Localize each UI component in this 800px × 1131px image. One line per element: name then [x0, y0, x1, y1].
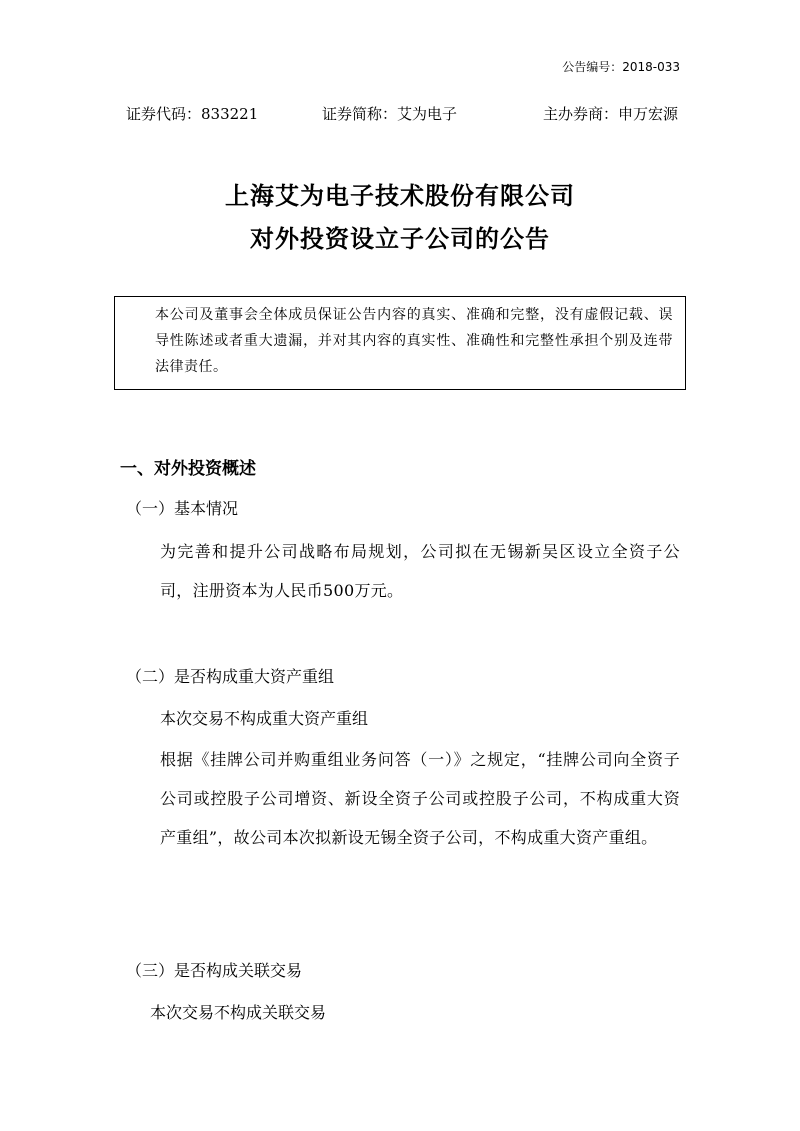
paragraph-not-related-transaction: 本次交易不构成关联交易	[150, 1003, 327, 1022]
sub-heading-basic-info: （一）基本情况	[126, 499, 239, 518]
sub-heading-major-restructuring: （二）是否构成重大资产重组	[126, 667, 335, 686]
disclaimer-box	[114, 296, 686, 390]
section-heading-investment-overview: 一、对外投资概述	[120, 459, 256, 479]
paragraph-basic-info-text: 为完善和提升公司战略布局规划，公司拟在无锡新吴区设立全资子公司，注册资本为人民币500万元。	[160, 542, 680, 600]
paragraph-restructuring-basis-text: 根据《挂牌公司并购重组业务问答（一）》之规定，“挂牌公司向全资子公司或控股子公司增资、新设全资子公司或控股子公司，不构成重大资产重组”，故公司本次拟新设无锡全资子公司，不构成重大资产重组。	[160, 750, 680, 847]
paragraph-not-major-restructuring: 本次交易不构成重大资产重组	[160, 709, 369, 728]
securities-info-row	[126, 103, 678, 125]
disclaimer-text: 本公司及董事会全体成员保证公告内容的真实、准确和完整，没有虚假记载、误导性陈述或者重大遗漏，并对其内容的真实性、准确性和完整性承担个别及连带法律责任。	[155, 307, 673, 375]
title-company: 上海艾为电子技术股份有限公司	[225, 182, 575, 210]
securities-abbr: 证券简称：艾为电子	[322, 105, 458, 123]
title-announcement: 对外投资设立子公司的公告	[250, 225, 550, 253]
sub-heading-related-transaction: （三）是否构成关联交易	[126, 961, 303, 980]
paragraph-restructuring-basis	[120, 740, 680, 857]
paragraph-basic-info	[120, 532, 680, 610]
doc-number: 公告编号：2018-033	[562, 60, 680, 74]
lead-broker: 主办券商：申万宏源	[542, 105, 678, 123]
securities-code: 证券代码：833221	[126, 105, 259, 123]
